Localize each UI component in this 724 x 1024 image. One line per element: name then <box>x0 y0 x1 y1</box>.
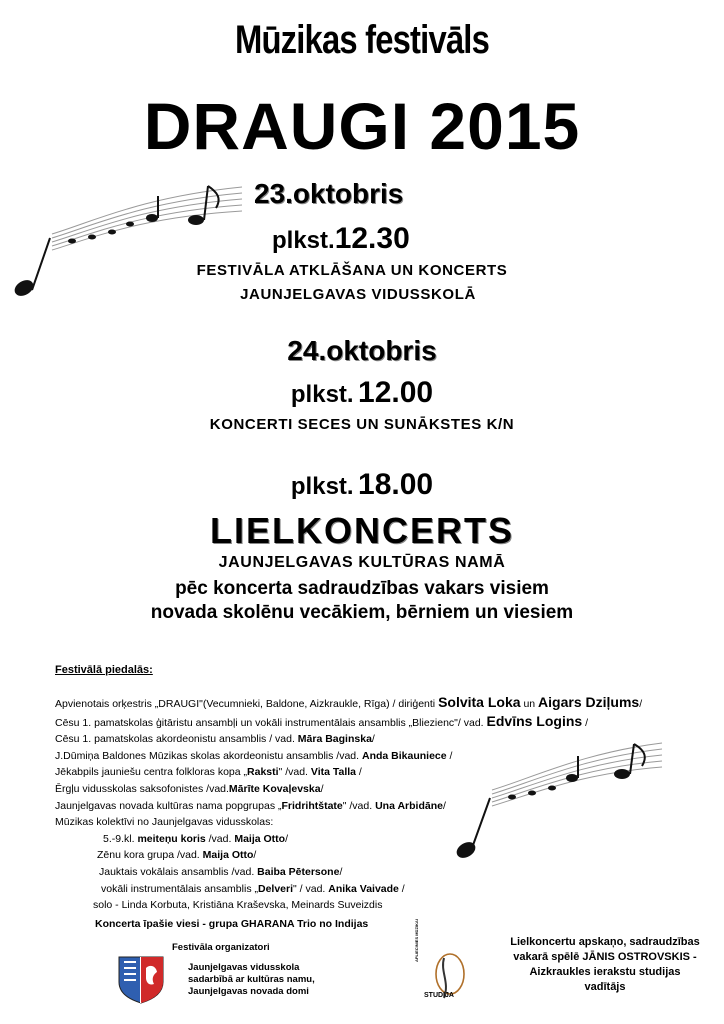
list-item: Zēnu kora grupa /vad. Maija Otto/ <box>97 849 257 862</box>
organizers-title: Festivāla organizatori <box>172 942 270 953</box>
list-item: Ērgļu vidusskolas saksofonistes /vad.Mārīte Kovaļevska/ <box>55 782 324 795</box>
day1-date: 23.oktobris <box>254 178 404 209</box>
special-guests: Koncerta īpašie viesi - grupa GHARANA Trio no Indijas <box>95 918 369 930</box>
sound-note: Lielkoncertu apskaņo, sadraudzības vakarā spēlē JĀNIS OSTROVSKIS - Aizkraukles ierakstu studijas vadītājs <box>510 936 700 993</box>
list-item: Apvienotais orķestris „DRAUGI"(Vecumnieki, Baldone, Aizkraukle, Rīga) / diriģenti Solvita Loka un Aigars Dziļums/ <box>55 694 643 710</box>
day1-line2: JAUNJELGAVAS VIDUSSKOLĀ <box>240 286 476 303</box>
list-item: Jēkabpils jauniešu centra folkloras kopa „Raksti" /vad. Vita Talla / <box>55 766 362 779</box>
time-value: 12.00 <box>358 376 434 409</box>
festival-label: Mūzikas festivāls <box>234 18 490 62</box>
list-item: Cēsu 1. pamatskolas ģitāristu ansambļi un vokāli instrumentālais ansamblis „Bliezienc"/ vad. Edvīns Logins / <box>55 712 589 729</box>
main-event: LIELKONCERTS <box>209 510 514 551</box>
day2-line1: KONCERTI SECES UN SUNĀKSTES K/N <box>209 416 515 433</box>
list-item: J.Dūmiņa Baldones Mūzikas skolas akordeonistu ansamblis /vad. Anda Bikauniece / <box>55 749 453 762</box>
list-item: Mūzikas kolektīvi no Jaunjelgavas vidusskolas: <box>55 816 274 829</box>
list-item: 5.-9.kl. meiteņu koris /vad. Maija Otto/ <box>103 832 289 845</box>
time-prefix: plkst. <box>290 473 354 500</box>
organizers-text: Jaunjelgavas vidusskola sadarbībā ar kultūras namu, Jaunjelgavas novada domi <box>188 962 315 997</box>
after-line2: novada skolēnu vecākiem, bērniem un viesiem <box>150 602 574 623</box>
time-value: 18.00 <box>358 468 434 501</box>
list-item: vokāli instrumentālais ansamblis „Delveri" / vad. Anika Vaivade / <box>101 882 405 895</box>
time-prefix: plkst. <box>272 227 335 254</box>
day1-time <box>272 222 410 256</box>
time-prefix: plkst. <box>290 381 354 408</box>
list-item: Cēsu 1. pamatskolas akordeonistu ansamblis / vad. Māra Baginska/ <box>55 733 375 746</box>
music-staff-icon <box>452 738 668 862</box>
list-item: Jaunjelgavas novada kultūras nama popgrupas „Fridrihtštate" /vad. Una Arbidāne/ <box>55 799 446 812</box>
coat-of-arms-icon <box>116 954 166 1004</box>
time-value: 12.30 <box>334 222 410 255</box>
day1-line1: FESTIVĀLA ATKLĀŠANA UN KONCERTS <box>196 262 508 279</box>
day2-time2 <box>0 468 724 502</box>
studio-logo: APLIECINIES MŪZIKAI STUDIJA <box>414 952 472 1004</box>
main-event-venue: JAUNJELGAVAS KULTŪRAS NAMĀ <box>218 554 506 571</box>
festival-name: DRAUGI 2015 <box>143 89 581 163</box>
after-line1: pēc koncerta sadraudzības vakars visiem <box>175 578 549 599</box>
list-item: Jauktais vokālais ansamblis /vad. Baiba Pētersone/ <box>99 865 343 878</box>
list-item: solo - Linda Korbuta, Kristiāna Kraševska, Meinards Suveizdis <box>93 899 383 912</box>
participants-title: Festivālā piedalās: <box>55 664 153 676</box>
day2-date: 24.oktobris <box>287 335 437 366</box>
day2-time <box>0 376 724 410</box>
